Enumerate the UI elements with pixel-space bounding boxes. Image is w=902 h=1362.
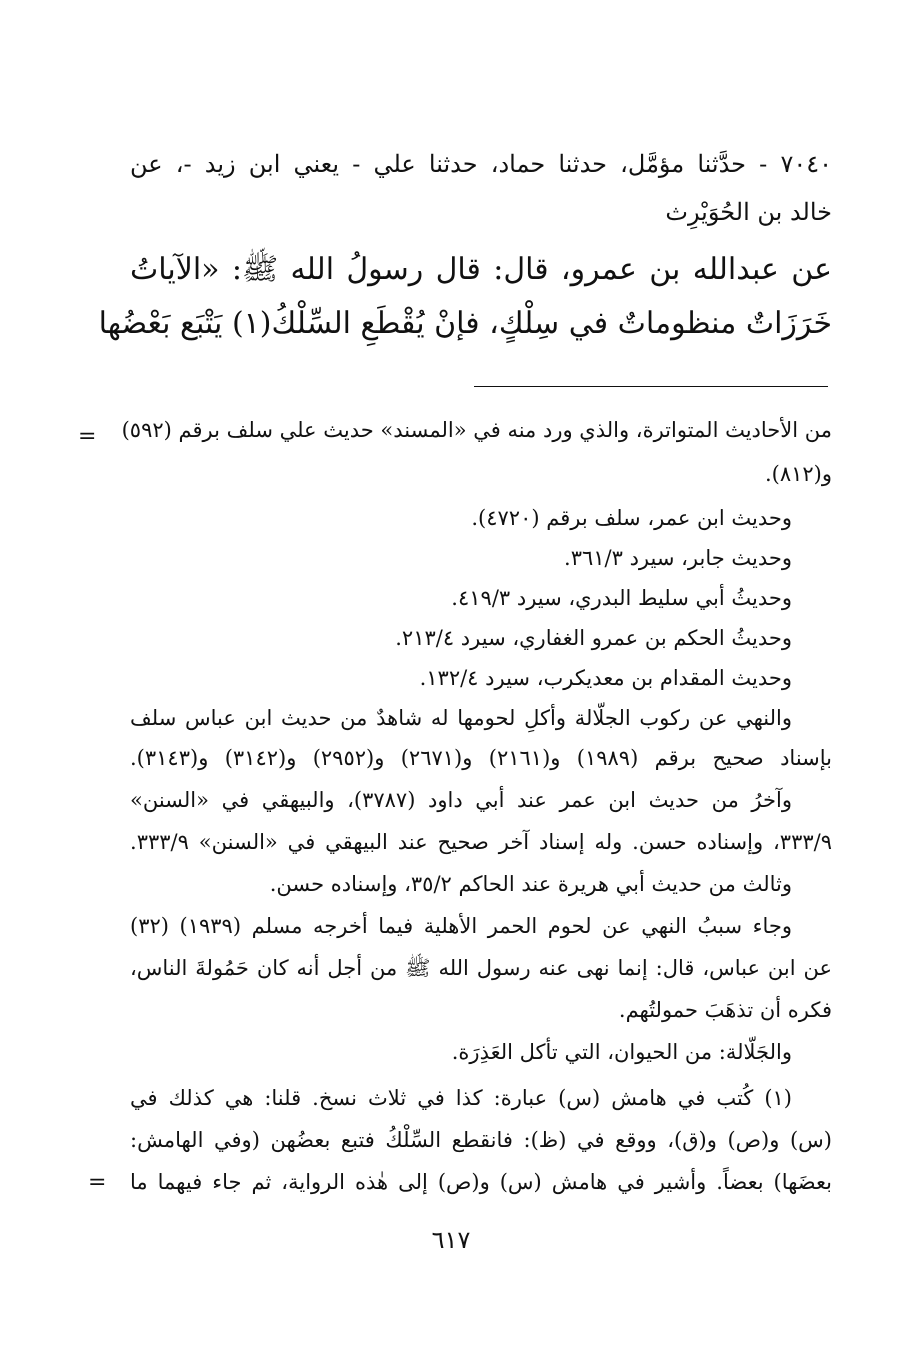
hadith-isnad-line: ٧٠٤٠ - حدَّثنا مؤمَّل، حدثنا حماد، حدثنا علي - يعني ابن زيد -، عن (130, 150, 832, 178)
footnote-line: والجَلّالة: من الحيوان، التي تأكل العَذِرَة. (451, 1040, 792, 1064)
footnote-line: والنهي عن ركوب الجلّالة وأكلِ لحومها له شاهدٌ من حديث ابن عباس سلف (130, 706, 792, 730)
footnote-line: ٣٣٣/٩، وإسناده حسن. وله إسناد آخر صحيح عند البيهقي في «السنن» ٣٣٣/٩. (130, 830, 832, 854)
footnote-line: وجاء سببُ النهي عن لحوم الحمر الأهلية فيما أخرجه مسلم (١٩٣٩) (٣٢) (130, 914, 793, 938)
footnote-line: وثالث من حديث أبي هريرة عند الحاكم ٣٥/٢، وإسناده حسن. (269, 872, 792, 896)
footnote-line: وحديث المقدام بن معديكرب، سيرد ١٣٢/٤. (419, 666, 792, 690)
footnote-line: فكره أن تذهَبَ حمولتُهم. (618, 998, 832, 1022)
page-number: ٦١٧ (431, 1226, 471, 1254)
footnote-continuation-mark: = (78, 424, 97, 449)
footnote-line: بإسناد صحيح برقم (١٩٨٩) و(٢١٦١) و(٢٦٧١) و(٢٩٥٢) و(٣١٤٢) و(٣١٤٣). (130, 746, 833, 770)
footnote-line: و(٨١٢). (764, 462, 832, 486)
footnote-line: وحديث ابن عمر، سلف برقم (٤٧٢٠). (471, 506, 792, 530)
footnote-line: (س) و(ص) و(ق)، ووقع في (ظ): فانقطع السِّلْكُ فتبع بعضُهن (وفي الهامش: (130, 1128, 832, 1152)
hadith-isnad-end: خالد بن الحُوَيْرِث (665, 198, 832, 226)
hadith-matn-line-1: عن عبدالله بن عمرو، قال: قال رسولُ الله ﷺ: «الآياتُ (130, 252, 832, 287)
footnote-line: وحديثُ أبي سليط البدري، سيرد ٤١٩/٣. (451, 586, 792, 610)
footnote-line: من الأحاديث المتواترة، والذي ورد منه في «المسند» حديث علي سلف برقم (٥٩٢) (121, 418, 832, 442)
footnote-end-mark: = (88, 1170, 107, 1195)
hadith-matn-line-2: خَرَزَاتٌ منظوماتٌ في سِلْكٍ، فإنْ يُقْطَعِ السِّلْكُ(١) يَتْبَع بَعْضُها (98, 306, 832, 341)
footnote-line: (١) كُتب في هامش (س) عبارة: كذا في ثلاث نسخ. قلنا: هي كذلك في (130, 1086, 792, 1110)
footnote-line: وحديث جابر، سيرد ٣٦١/٣. (564, 546, 792, 570)
footnote-line: بعضَها) بعضاً. وأشير في هامش (س) و(ص) إلى هٰذه الرواية، ثم جاء فيهما ما (130, 1170, 832, 1194)
footnote-separator (474, 386, 828, 387)
footnote-line: عن ابن عباس، قال: إنما نهى عنه رسول الله ﷺ من أجل أنه كان حَمُولةَ الناس، (130, 956, 832, 980)
footnote-line: وحديثُ الحكم بن عمرو الغفاري، سيرد ٢١٣/٤. (395, 626, 792, 650)
footnote-line: وآخرُ من حديث ابن عمر عند أبي داود (٣٧٨٧)، والبيهقي في «السنن» (130, 788, 792, 812)
